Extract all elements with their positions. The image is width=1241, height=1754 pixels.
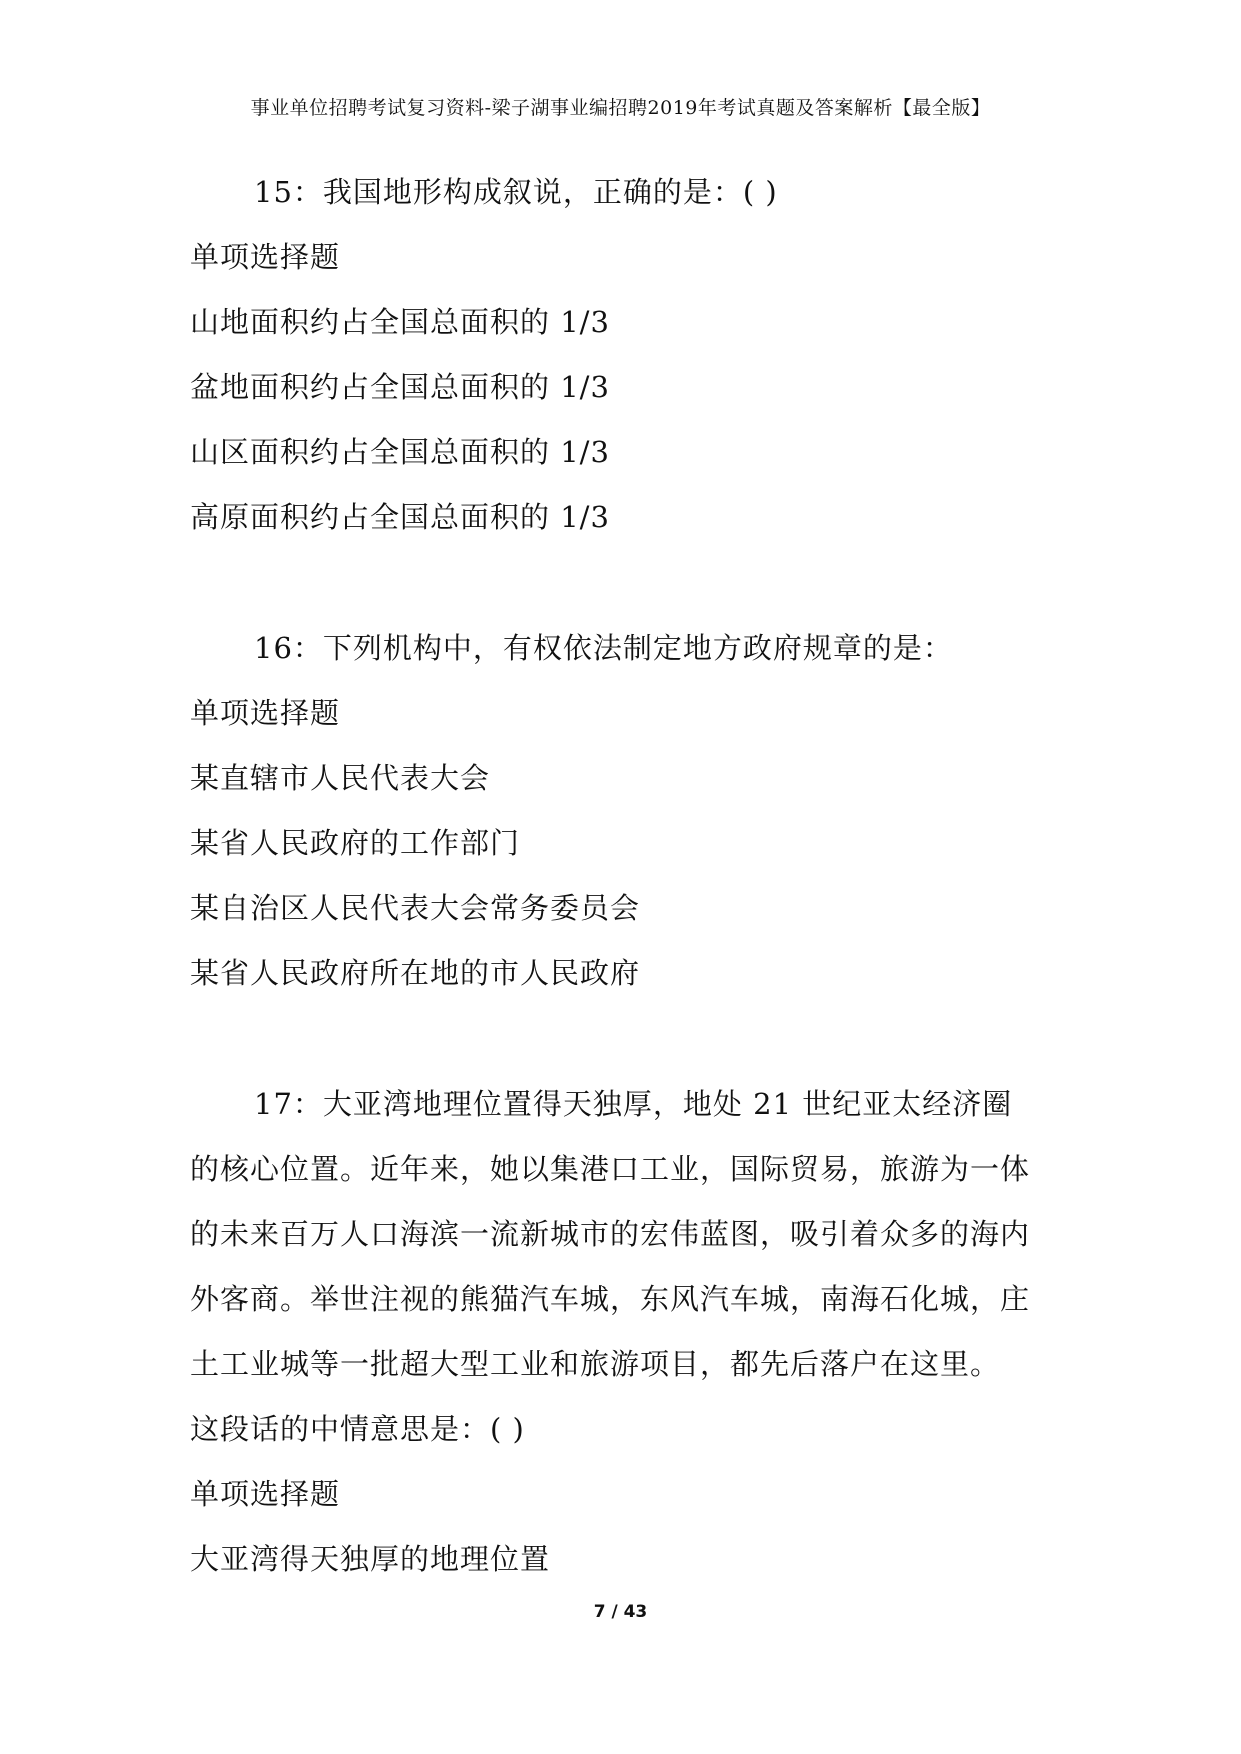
question-17 xyxy=(190,1072,1060,1592)
page-header: 事业单位招聘考试复习资料-梁子湖事业编招聘2019年考试真题及答案解析【最全版】 xyxy=(250,97,991,119)
question-body-line: 外客商。举世注视的熊猫汽车城，东风汽车城，南海石化城，庄 xyxy=(190,1282,1031,1316)
question-16 xyxy=(190,616,1060,1006)
question-15 xyxy=(190,160,1060,550)
question-body-line: 17：大亚湾地理位置得天独厚，地处 21 世纪亚太经济圈 xyxy=(254,1087,1013,1121)
option-c[interactable]: 某自治区人民代表大会常务委员会 xyxy=(190,891,641,925)
question-type: 单项选择题 xyxy=(190,240,341,274)
question-body-line: 的未来百万人口海滨一流新城市的宏伟蓝图，吸引着众多的海内 xyxy=(190,1217,1031,1251)
question-type: 单项选择题 xyxy=(190,696,341,730)
page-number: 7 / 43 xyxy=(593,1602,648,1622)
option-b[interactable]: 盆地面积约占全国总面积的 1/3 xyxy=(190,370,610,404)
question-body-line: 土工业城等一批超大型工业和旅游项目，都先后落户在这里。 xyxy=(190,1347,1001,1381)
spacer xyxy=(190,550,1060,616)
option-d[interactable]: 某省人民政府所在地的市人民政府 xyxy=(190,956,641,990)
option-a[interactable]: 山地面积约占全国总面积的 1/3 xyxy=(190,305,610,339)
option-a[interactable]: 某直辖市人民代表大会 xyxy=(190,761,491,795)
page-content xyxy=(190,160,1060,1592)
option-c[interactable]: 山区面积约占全国总面积的 1/3 xyxy=(190,435,610,469)
option-d[interactable]: 高原面积约占全国总面积的 1/3 xyxy=(190,500,610,534)
question-body-line: 的核心位置。近年来，她以集港口工业，国际贸易，旅游为一体 xyxy=(190,1152,1031,1186)
question-title: 16：下列机构中，有权依法制定地方政府规章的是： xyxy=(254,631,953,665)
question-title: 15：我国地形构成叙说，正确的是：( ) xyxy=(254,175,778,209)
question-type: 单项选择题 xyxy=(190,1477,341,1511)
option-a[interactable]: 大亚湾得天独厚的地理位置 xyxy=(190,1542,551,1576)
option-b[interactable]: 某省人民政府的工作部门 xyxy=(190,826,521,860)
spacer xyxy=(190,1006,1060,1072)
question-prompt: 这段话的中情意思是：( ) xyxy=(190,1412,525,1446)
